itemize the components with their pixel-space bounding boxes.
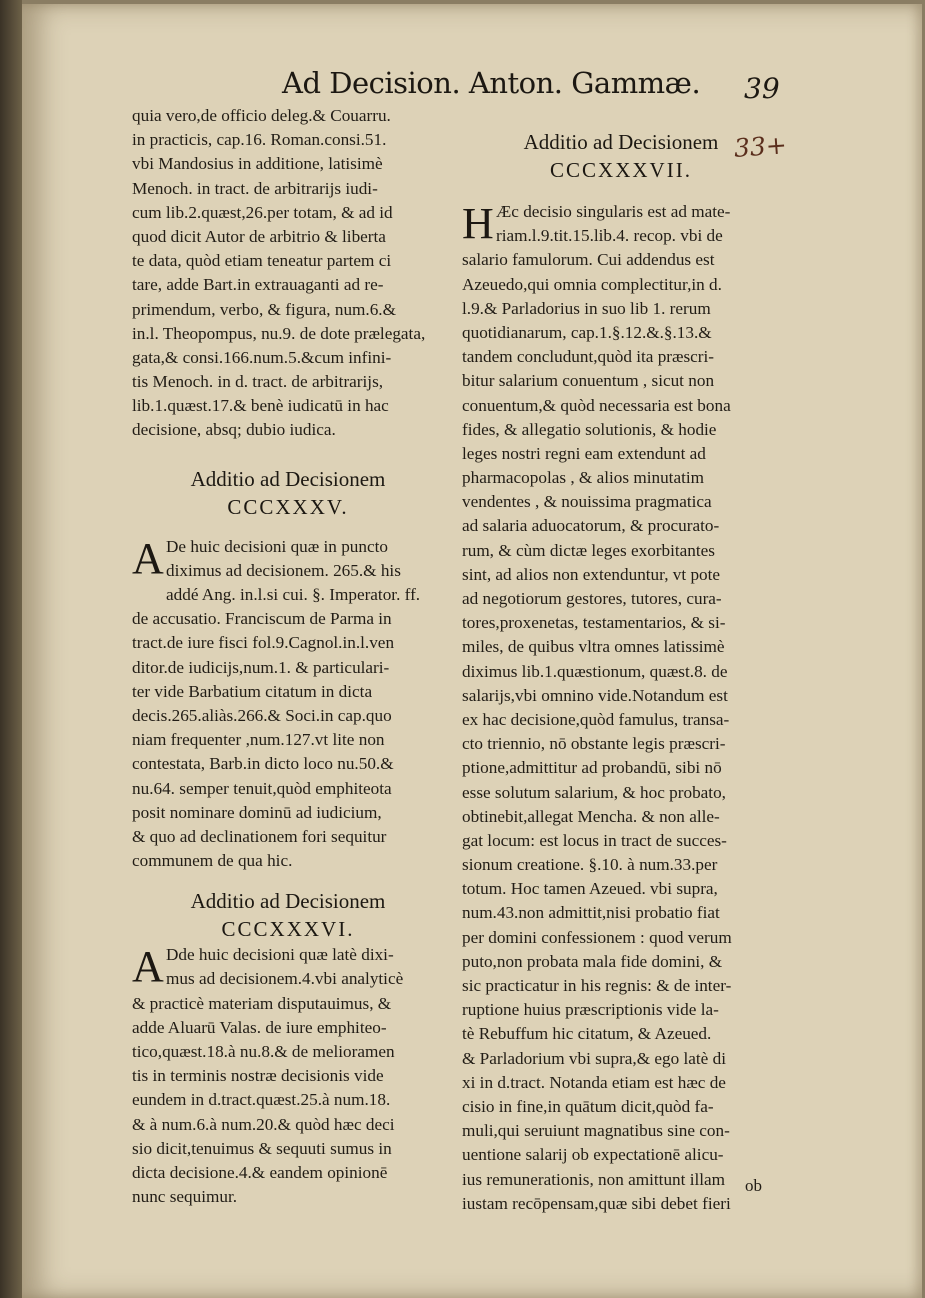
text-line: Azeuedo,qui omnia complectitur,in d. — [462, 274, 722, 294]
text-line: quod dicit Autor de arbitrio & liberta — [132, 226, 386, 246]
text-line: decisione, absq; dubio iudica. — [132, 420, 336, 440]
text-line: niam frequenter ,num.127.vt lite non — [132, 730, 385, 750]
text-line: iustam recōpensam,quæ sibi debet fieri — [462, 1193, 731, 1213]
text-line: l.9.& Parladorius in suo lib 1. rerum — [462, 298, 711, 318]
section-heading-337 — [462, 128, 780, 184]
text-line: decis.265.aliàs.266.& Soci.in cap.quo — [132, 705, 392, 725]
section-335-body — [132, 535, 444, 874]
text-line: ruptione huius præscriptionis vide la- — [462, 1000, 719, 1020]
page-number: 39 — [744, 72, 780, 105]
text-line: cto triennio, nō obstante legis præscri- — [462, 734, 726, 754]
text-line: de accusatio. Franciscum de Parma in — [132, 609, 392, 629]
section-336-body — [132, 943, 444, 1209]
text-line: ter vide Barbatium citatum in dicta — [132, 681, 373, 701]
text-line: De huic decisioni quæ in puncto — [166, 536, 388, 556]
text-line: per domini confessionem : quod verum — [462, 927, 732, 947]
text-line: adde Aluarū Valas. de iure emphiteo- — [132, 1017, 387, 1037]
text-line: primendum, verbo, & figura, num.6.& — [132, 299, 396, 319]
text-line: sic practicatur in his regnis: & de inter- — [462, 976, 732, 995]
section-heading-335 — [132, 465, 444, 521]
text-line: sint, ad alios non extenduntur, vt pote — [462, 564, 721, 584]
text-line: totum. Hoc tamen Azeued. vbi supra, — [462, 879, 718, 899]
text-line: ptione,admittitur ad probandū, sibi nō — [462, 758, 722, 778]
running-head: Ad Decision. Anton. Gammæ. — [282, 66, 701, 100]
text-line: vendentes , & nouissima pragmatica — [462, 492, 712, 512]
text-line: & à num.6.à num.20.& quòd hæc deci — [132, 1114, 395, 1134]
section-337-lines — [462, 200, 780, 1216]
text-line: sio dicit,tenuimus & sequuti sumus in — [132, 1138, 392, 1158]
section-heading-337-number: CCCXXXVII. — [550, 158, 692, 182]
handwritten-annotation: 33+ — [733, 130, 788, 163]
text-line: fides, & allegatio solutionis, & hodie — [462, 419, 717, 439]
text-line: esse solutum salarium, & hoc probato, — [462, 782, 726, 802]
text-line: salario famulorum. Cui addendus est — [462, 250, 715, 270]
text-line: addé Ang. in.l.si cui. §. Imperator. ff. — [166, 585, 421, 604]
section-336-lines — [132, 943, 444, 1209]
section-heading-336-number: CCCXXXVI. — [221, 917, 355, 942]
text-line: tores,proxenetas, testamentarios, & si- — [462, 613, 726, 633]
section-heading-336 — [132, 887, 444, 943]
text-line: tare, adde Bart.in extrauaganti ad re- — [132, 275, 384, 295]
text-line: riam.l.9.tit.15.lib.4. recop. vbi de — [496, 226, 723, 246]
text-line: conuentum,& quòd necessaria est bona — [462, 395, 731, 415]
dropcap-a-335: A — [132, 533, 164, 583]
text-line: mus ad decisionem.4.vbi analyticè — [166, 969, 404, 989]
text-line: diximus ad decisionem. 265.& his — [166, 560, 401, 580]
text-line: posit nominare dominū ad iudicium, — [132, 802, 382, 822]
text-line: pharmacopolas , & alios minutatim — [462, 468, 705, 488]
text-line: dicta decisione.4.& eandem opinionē — [132, 1162, 388, 1182]
text-line: tè Rebuffum hic citatum, & Azeued. — [462, 1024, 712, 1044]
book-gutter — [0, 0, 22, 1298]
text-line: ditor.de iudicijs,num.1. & particulari- — [132, 657, 390, 677]
text-line: leges nostri regni eam extendunt ad — [462, 443, 706, 463]
text-line: tico,quæst.18.à nu.8.& de melioramen — [132, 1042, 395, 1061]
section-337-body — [462, 200, 780, 1216]
right-column — [462, 128, 780, 1216]
text-line: tis Menoch. in d. tract. de arbitrarijs, — [132, 372, 384, 392]
text-line: Æc decisio singularis est ad mate- — [496, 202, 731, 221]
text-line: bitur salarium conuentum , sicut non — [462, 371, 715, 391]
text-line: gat locum: est locus in tract de succes- — [462, 830, 727, 850]
text-line: cum lib.2.quæst,26.per totam, & ad id — [132, 202, 393, 222]
text-line: obtinebit,allegat Mencha. & non alle- — [462, 806, 720, 826]
text-line: in.l. Theopompus, nu.9. de dote prælegata, — [132, 323, 426, 343]
text-line: salarijs,vbi omnino vide.Notandum est — [462, 685, 728, 705]
text-line: ius remunerationis, non amittunt illam — [462, 1169, 726, 1189]
text-line: tandem concludunt,quòd ita præscri- — [462, 347, 715, 367]
section-heading-335-number: CCCXXXV. — [227, 494, 349, 519]
text-line: vbi Mandosius in additione, latisimè — [132, 154, 383, 174]
text-line: Dde huic decisioni quæ latè dixi- — [166, 945, 394, 965]
text-line: in practicis, cap.16. Roman.consi.51. — [132, 130, 387, 150]
text-line: puto,non probata mala fide domini, & — [462, 951, 723, 971]
text-line: num.43.non admittit,nisi probatio fiat — [462, 903, 720, 923]
text-line: gata,& consi.166.num.5.&cum infini- — [132, 347, 392, 367]
text-line: nu.64. semper tenuit,quòd emphiteota — [132, 778, 392, 798]
dropcap-h-337: H — [462, 199, 494, 248]
text-line: tract.de iure fisci fol.9.Cagnol.in.l.ven — [132, 633, 395, 653]
text-line: lib.1.quæst.17.& benè iudicatū in hac — [132, 396, 389, 416]
catchword: ob — [745, 1176, 762, 1195]
left-column — [132, 104, 444, 1209]
text-line: muli,qui seruiunt magnatibus sine con- — [462, 1121, 730, 1141]
text-line: diximus lib.1.quæstionum, quæst.8. de — [462, 661, 728, 681]
text-line: eundem in d.tract.quæst.25.à num.18. — [132, 1090, 391, 1110]
text-line: ad salaria aduocatorum, & procurato- — [462, 516, 720, 536]
section-heading-337-title: Additio ad Decisionem — [523, 130, 719, 154]
text-line: quia vero,de officio deleg.& Couarru. — [132, 106, 391, 125]
text-line: nunc sequimur. — [132, 1187, 238, 1207]
text-line: ex hac decisione,quòd famulus, transa- — [462, 709, 730, 729]
dropcap-a-336: A — [132, 942, 164, 992]
text-line: te data, quòd etiam teneatur partem ci — [132, 251, 392, 271]
text-line: & quo ad declinationem fori sequitur — [132, 826, 387, 846]
text-line: Menoch. in tract. de arbitrarijs iudi- — [132, 178, 378, 198]
text-line: contestata, Barb.in dicto loco nu.50.& — [132, 754, 394, 774]
text-line: sionum creatione. §.10. à num.33.per — [462, 855, 718, 875]
text-line: & practicè materiam disputauimus, & — [132, 993, 392, 1013]
text-line: miles, de quibus vltra omnes latissimè — [462, 637, 725, 657]
left-intro-text — [132, 104, 444, 443]
text-line: quotidianarum, cap.1.§.12.&.§.13.& — [462, 322, 712, 342]
text-line: uentione salarij ob expectationē alicu- — [462, 1145, 724, 1165]
text-line: ad negotiorum gestores, tutores, cura- — [462, 589, 722, 608]
text-line: rum, & cùm dictæ leges exorbitantes — [462, 540, 715, 560]
text-line: xi in d.tract. Notanda etiam est hæc de — [462, 1072, 726, 1092]
text-line: communem de qua hic. — [132, 851, 293, 871]
section-335-lines — [132, 535, 444, 874]
section-heading-335-title: Additio ad Decisionem — [190, 466, 386, 491]
text-line: tis in terminis nostræ decisionis vide — [132, 1066, 384, 1086]
section-heading-336-title: Additio ad Decisionem — [190, 889, 386, 914]
text-line: & Parladorium vbi supra,& ego latè di — [462, 1048, 726, 1068]
text-line: cisio in fine,in quātum dicit,quòd fa- — [462, 1096, 714, 1116]
